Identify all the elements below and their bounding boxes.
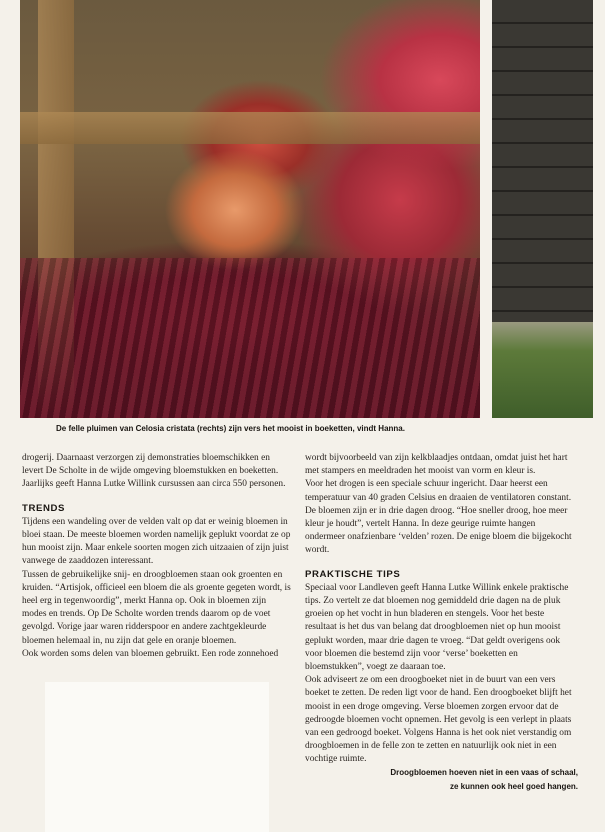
photo-caption: De felle pluimen van Celosia cristata (rechts) zijn vers het mooist in boeketten, vindt Hanna.: [56, 424, 405, 433]
end-caption: [330, 766, 578, 794]
grass-strip: [492, 322, 593, 418]
heading-trends: TRENDS: [22, 502, 66, 514]
right-column: [305, 452, 575, 767]
left-paragraph-4: Ook worden soms delen van bloemen gebruikt. Een rode zonnehoed: [22, 648, 279, 659]
right-paragraph-4: Ook adviseert ze om een droogboeket niet in de buurt van een vers boeket te zetten. De reden ligt voor de hand. Een droogboeket blijft het mooist in een droge omgeving. Verse bloemen zorgen ervoor dat de gedroogde bloemen vocht opnemen. Het gevolg is een verlept in plaats van een gedroogd boeket. Volgens Hanna is het ook niet verstandig om droogbloemen in de felle zon te zetten en natuurlijk ook niet in een vochtige ruimte.: [305, 675, 572, 765]
flower-photo: [20, 0, 480, 418]
right-paragraph-2: Voor het drogen is een speciale schuur ingericht. Daar heerst een temperatuur van 40 graden Celsius en draaien de ventilatoren constant. De bloemen zijn er in drie dagen droog. “Hoe sneller droog, hoe meer kleur je houdt”, vertelt Hanna. In deze geurige ruimte hangen ondermeer onafzienbare ‘velden’ rozen. De enige bloem die bijgekocht wordt.: [305, 479, 572, 556]
right-paragraph-1: wordt bijvoorbeeld van zijn kelkblaadjes ontdaan, omdat juist het hart met stampers en meeldraden het mooist van vorm en kleur is.: [305, 453, 568, 477]
left-column: [22, 452, 292, 661]
amaranth-plumes: [20, 258, 480, 418]
left-paragraph-1: drogerij. Daarnaast verzorgen zij demonstraties bloemschikken en levert De Scholte in de wijde omgeving bloemstukken en boeketten. Jaarlijks geeft Hanna Lutke Willink cursussen aan circa 550 personen.: [22, 453, 286, 490]
heading-praktische-tips: PRAKTISCHE TIPS: [305, 568, 401, 580]
wooden-beam: [20, 112, 480, 144]
end-caption-line-2: ze kunnen ook heel goed hangen.: [449, 782, 578, 791]
end-caption-line-1: Droogbloemen hoeven niet in een vaas of schaal,: [390, 768, 578, 777]
blank-area: [45, 682, 269, 832]
right-paragraph-3: Speciaal voor Landleven geeft Hanna Lutke Willink enkele praktische tips. Zo vertelt ze dat bloemen nog gemiddeld drie dagen na de pluk groeien op het vocht in hun bladeren en stengels. Voor het beste resultaat is het dus van belang dat droogbloemen niet op hun mooist geplukt worden, maar drie dagen te vroeg. “Dat geldt overigens ook voor bloemen die bestemd zijn voor ‘verse’ boeketten en bloemstukken”, voegt ze daaraan toe.: [305, 582, 569, 673]
left-paragraph-2: Tijdens een wandeling over de velden valt op dat er weinig bloemen in bloei staan. De meeste bloemen worden namelijk geplukt voordat ze op hun mooist zijn. Maar enkele soorten mogen zich uitzaaien of zijn juist vanwege de zaaddozen interessant.: [22, 516, 291, 567]
barn-door-photo: [492, 0, 593, 418]
left-paragraph-3: Tussen de gebruikelijke snij- en droogbloemen staan ook groenten en kruiden. “Artisjok, officieel een bloem die als groente gegeten wordt, is heel erg in tegenwoordig”, merkt Hanna op. Ook in bloemen zijn modes en trends. Op De Scholte worden trends daarom op de voet gevolgd. Vorige jaar waren ridderspoor en andere zachtgekleurde bloemen helemaal in, nu zijn dat gele en oranje bloemen.: [22, 569, 291, 646]
